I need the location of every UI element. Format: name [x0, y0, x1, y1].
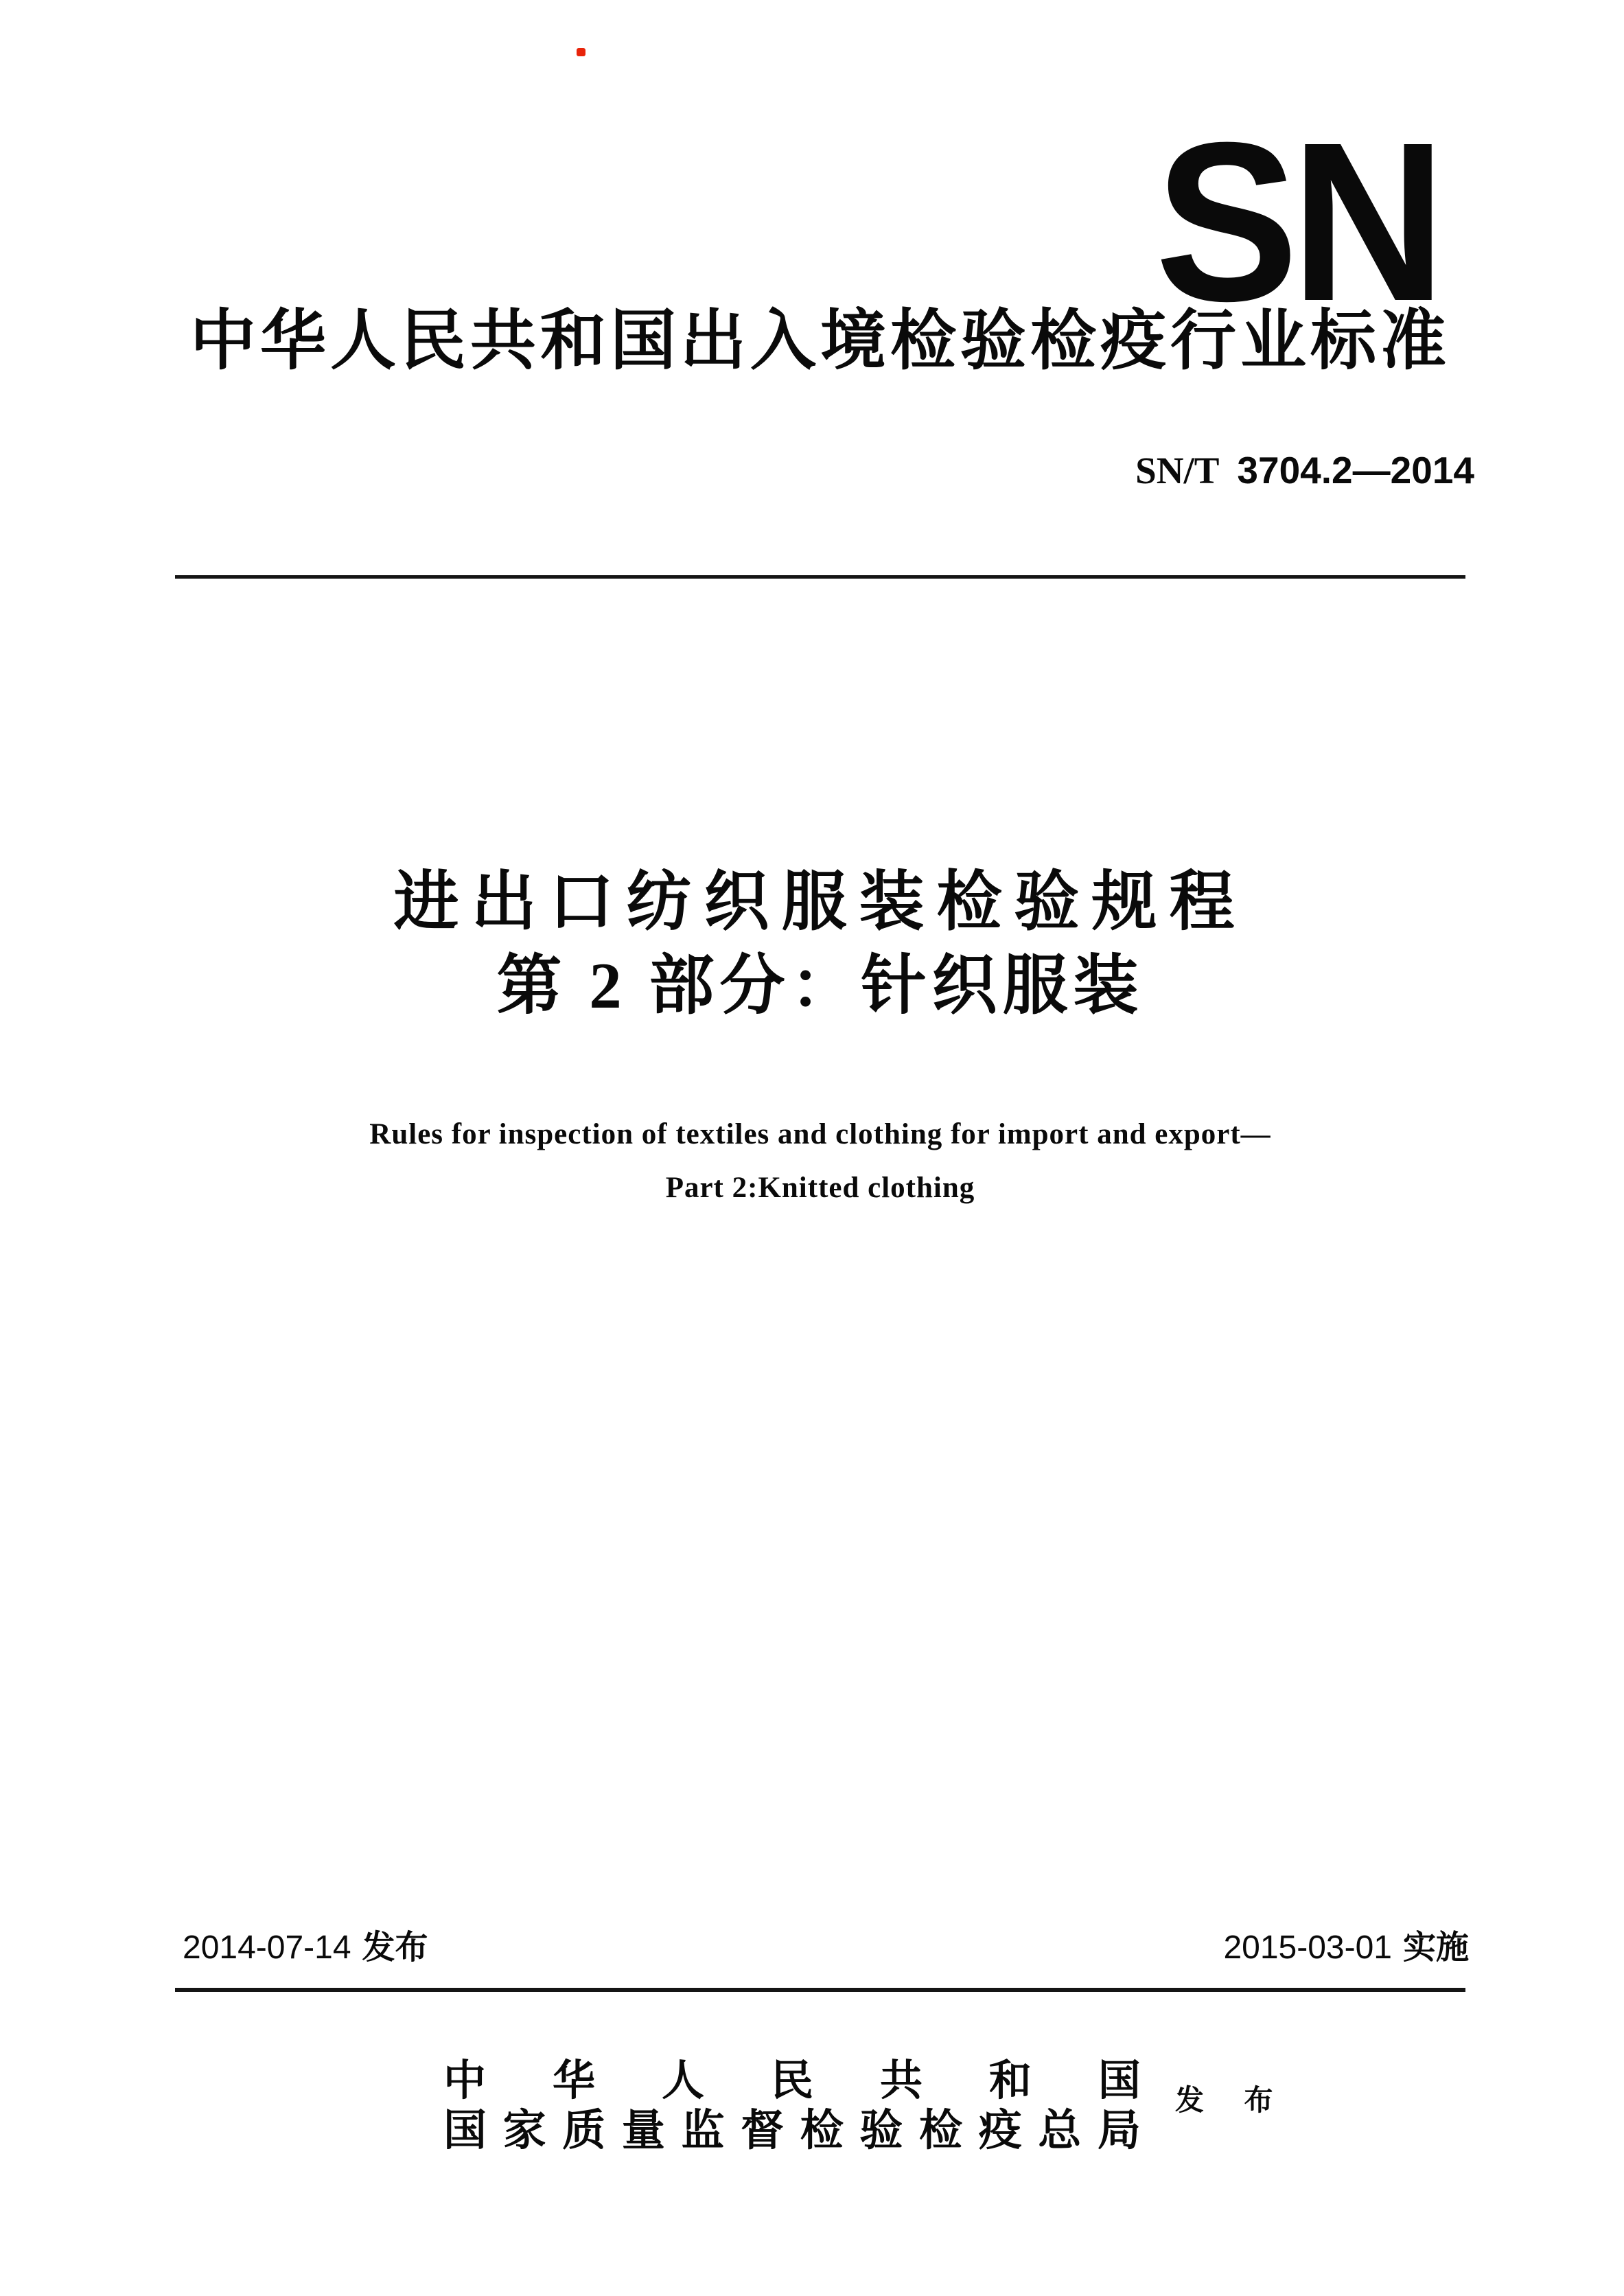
issue-label: 发布 [362, 1929, 428, 1966]
publisher-char: 和 [988, 2058, 1032, 2104]
standard-type-heading: 中华人民共和国出入境检验检疫行业标准 [190, 304, 1450, 378]
standard-number-code: 3704.2—2014 [1237, 449, 1474, 491]
title-en-line1: Rules for inspection of textiles and clothing for import and export— [369, 1118, 1271, 1150]
publisher-name-line2 [443, 2108, 1141, 2153]
publisher-char: 民 [770, 2058, 813, 2104]
title-cn-line2: 第 2 部分：针织服装 [496, 949, 1144, 1022]
publisher-char: 验 [859, 2107, 903, 2155]
footer-rule [175, 1988, 1465, 1992]
publish-action-label: 发 布 [1175, 2085, 1290, 2117]
sn-logo: SN [1155, 95, 1438, 348]
standard-number-prefix: SN/T [1135, 450, 1220, 491]
publisher-char: 监 [681, 2107, 725, 2155]
publisher-char: 人 [661, 2058, 704, 2104]
title-cn-line1: 进出口纺织服装检验规程 [393, 866, 1247, 938]
title-en-line2: Part 2:Knitted clothing [665, 1172, 975, 1204]
publisher-char: 总 [1038, 2107, 1082, 2155]
effective-date: 2015-03-01 [1223, 1929, 1392, 1966]
publisher-char: 局 [1097, 2107, 1141, 2155]
publisher-block [443, 2059, 1141, 2153]
issue-date-line [183, 1930, 428, 1967]
publisher-char: 国 [1098, 2058, 1141, 2104]
publisher-char: 督 [741, 2107, 785, 2155]
issue-date: 2014-07-14 [183, 1929, 351, 1966]
standard-number [1135, 448, 1474, 494]
publisher-char: 华 [552, 2058, 595, 2104]
red-scan-mark [577, 48, 585, 56]
publisher-char: 共 [879, 2058, 923, 2104]
publisher-char: 国 [443, 2107, 487, 2155]
publisher-char: 疫 [978, 2107, 1022, 2155]
publisher-char: 量 [621, 2107, 665, 2155]
header-rule [175, 575, 1465, 579]
publisher-char: 检 [919, 2107, 962, 2155]
publisher-char: 检 [800, 2107, 844, 2155]
publisher-name-line1 [443, 2059, 1141, 2104]
publisher-char: 家 [502, 2107, 546, 2155]
effective-label: 实施 [1402, 1929, 1469, 1966]
publisher-char: 中 [443, 2058, 487, 2104]
effective-date-line [1223, 1930, 1469, 1967]
publisher-char: 质 [562, 2107, 606, 2155]
